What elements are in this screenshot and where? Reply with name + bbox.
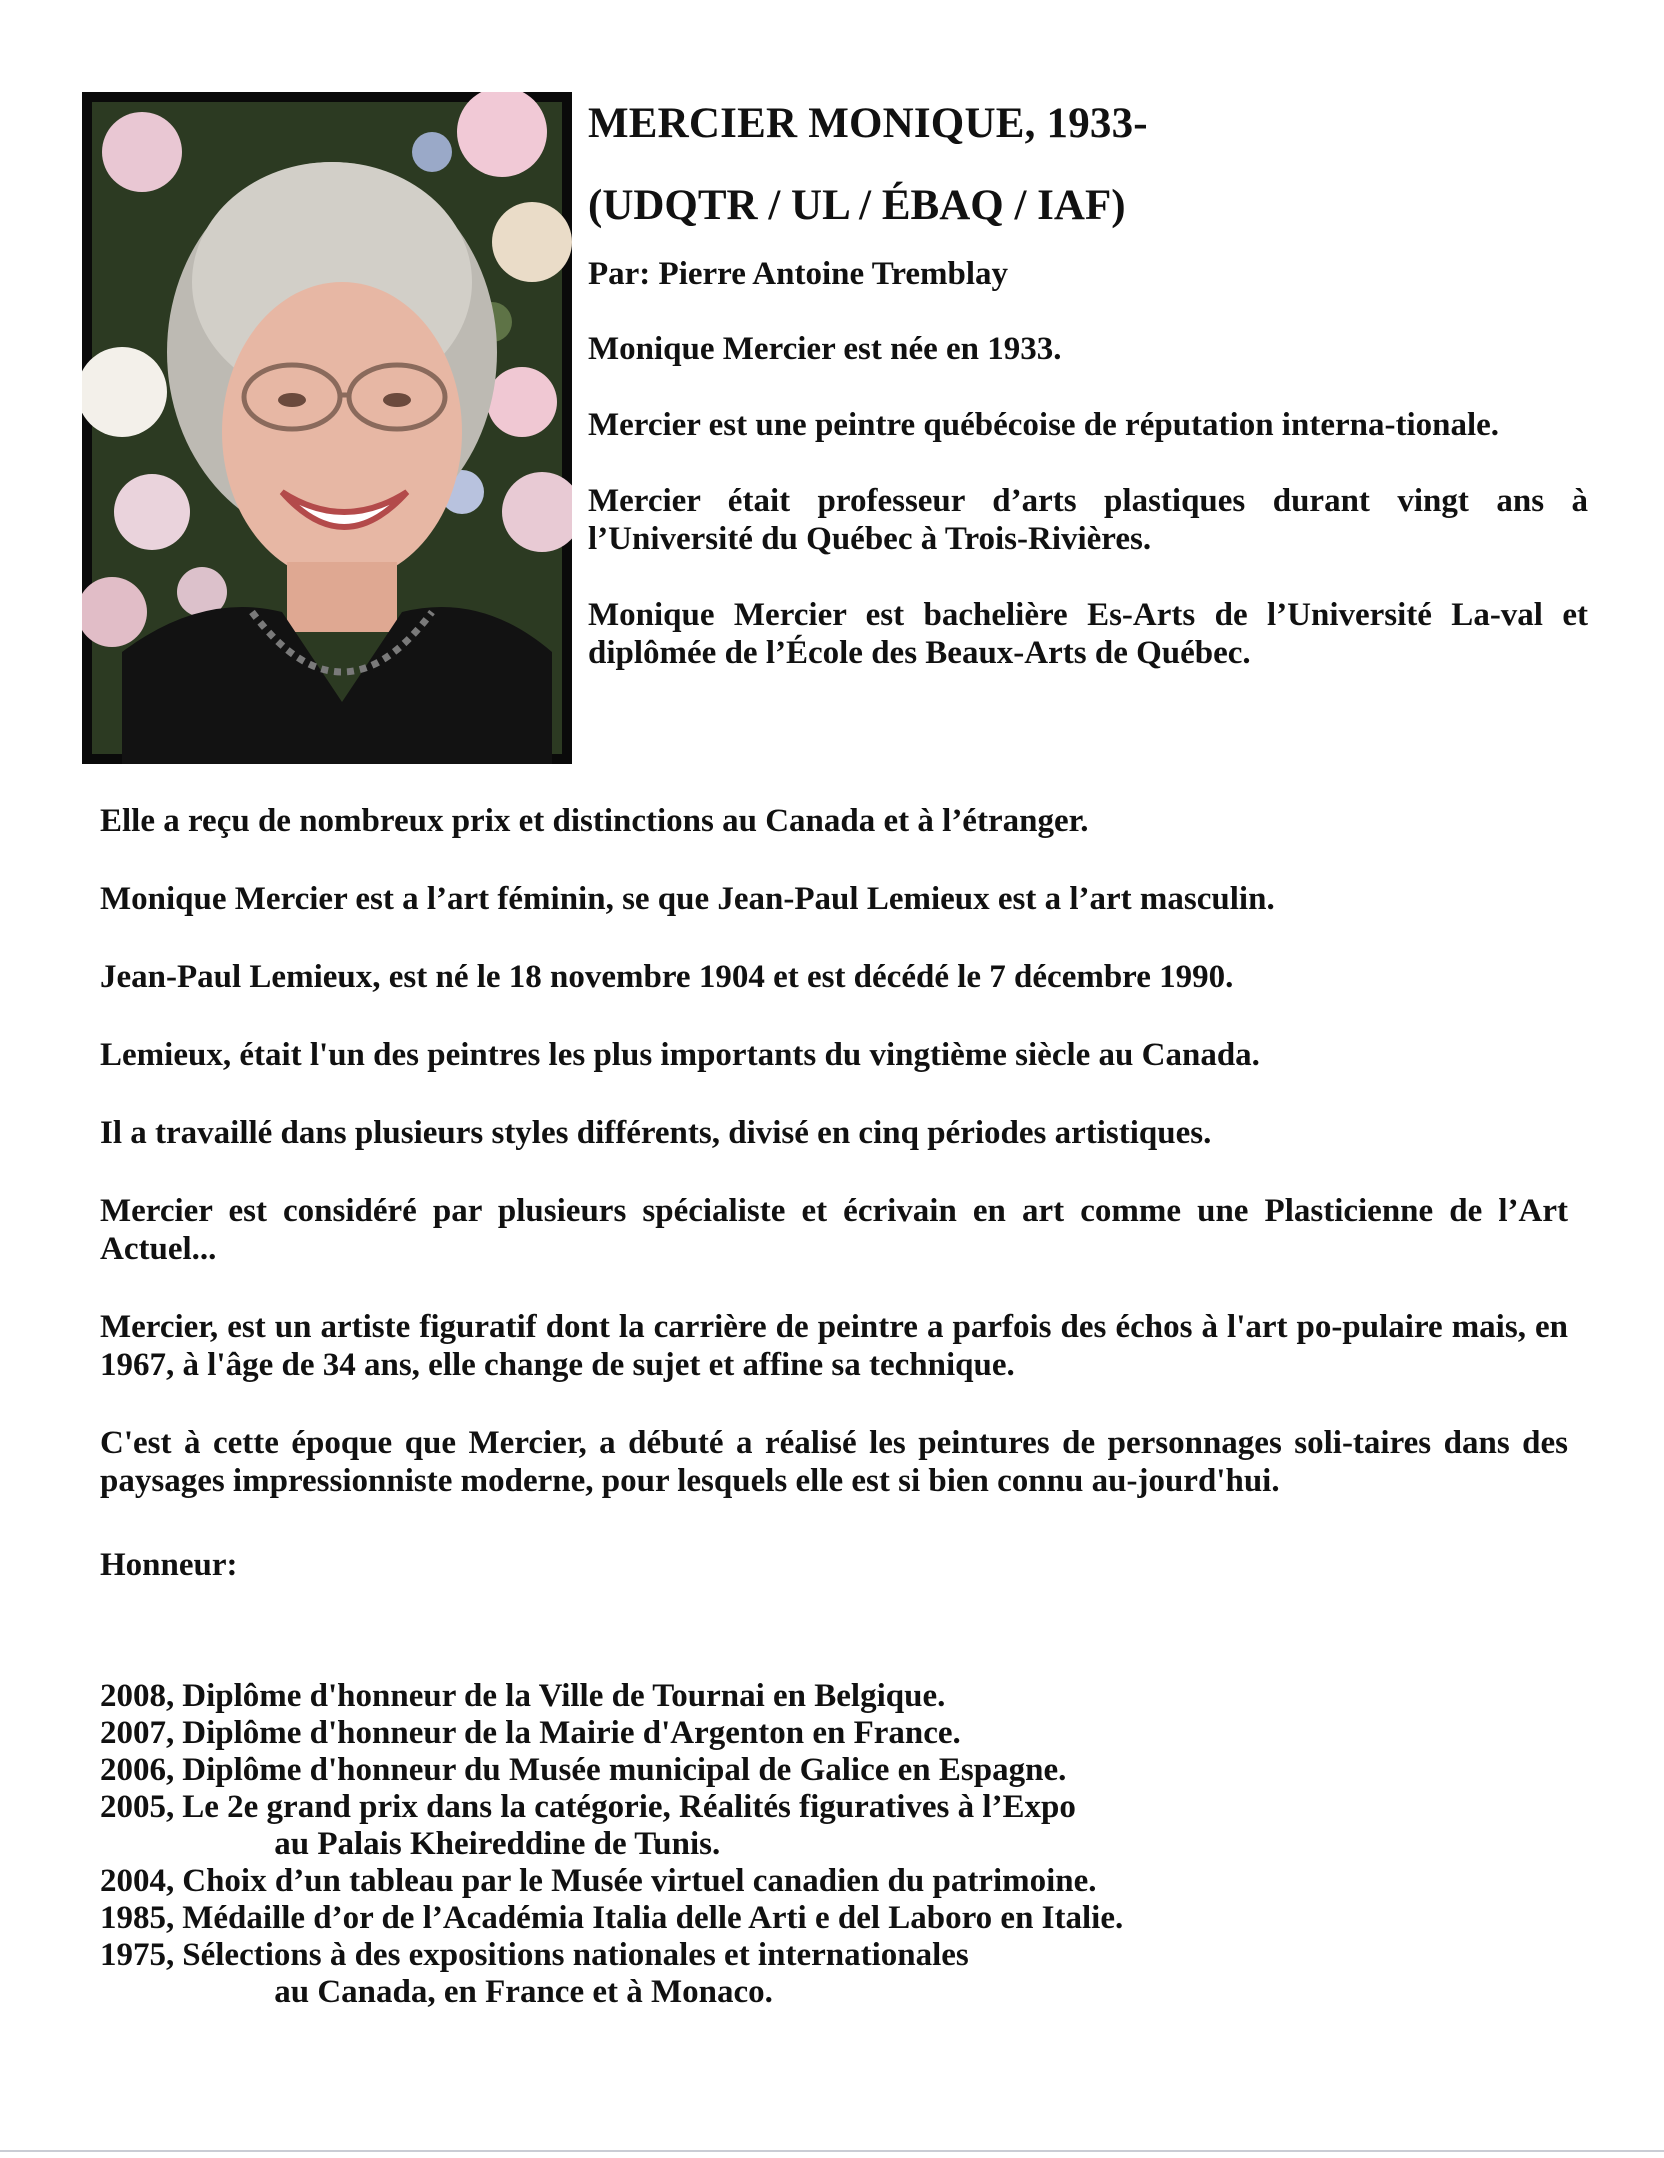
honor-item <box>100 1863 1500 1900</box>
honor-year: 2004, <box>100 1863 175 1899</box>
portrait-photo <box>82 92 572 764</box>
honor-item <box>100 1900 1500 1937</box>
body-paragraph: Il a travaillé dans plusieurs styles différents, divisé en cinq périodes artistiques. <box>100 1115 1212 1151</box>
side-paragraph: Monique Mercier est née en 1933. <box>588 331 1062 367</box>
body-paragraph: Monique Mercier est a l’art féminin, se que Jean-Paul Lemieux est a l’art masculin. <box>100 881 1275 917</box>
honor-text <box>174 1900 1123 1937</box>
honor-text-continuation: au Canada, en France et à Monaco. <box>274 1974 773 2010</box>
author-line: Par: Pierre Antoine Tremblay <box>588 256 1009 292</box>
institutions-subtitle: (UDQTR / UL / ÉBAQ / IAF) <box>588 182 1126 229</box>
honor-text-line: Choix d’un tableau par le Musée virtuel canadien du patrimoine. <box>182 1863 1097 1899</box>
honor-text <box>174 1789 1076 1863</box>
honor-text-line: Le 2e grand prix dans la catégorie, Réalités figuratives à l’Expo <box>182 1789 1076 1825</box>
honor-year: 1985, <box>100 1900 175 1936</box>
side-paragraph: Mercier est une peintre québécoise de réputation interna-tionale. <box>588 407 1500 443</box>
body-paragraph: Elle a reçu de nombreux prix et distinctions au Canada et à l’étranger. <box>100 803 1089 839</box>
honor-item <box>100 1678 1500 1715</box>
body-paragraph: Mercier, est un artiste figuratif dont la carrière de peintre a parfois des échos à l'art po-pulaire mais, en 1967, à l'âge de 34 ans, elle change de sujet et affine sa technique. <box>100 1309 1568 1383</box>
honor-item <box>100 1715 1500 1752</box>
honor-year: 2005, <box>100 1789 175 1825</box>
side-paragraph: Mercier était professeur d’arts plastiques durant vingt ans à l’Université du Québec à Trois-Rivières. <box>588 483 1588 557</box>
body-paragraph: Lemieux, était l'un des peintres les plus importants du vingtième siècle au Canada. <box>100 1037 1260 1073</box>
page-title: MERCIER MONIQUE, 1933- <box>588 100 1148 147</box>
body-paragraph: Jean-Paul Lemieux, est né le 18 novembre 1904 et est décédé le 7 décembre 1990. <box>100 959 1234 995</box>
body-paragraph: Mercier est considéré par plusieurs spécialiste et écrivain en art comme une Plasticienne de l’Art Actuel... <box>100 1193 1568 1267</box>
honor-year: 2006, <box>100 1752 175 1788</box>
honor-text-line: Sélections à des expositions nationales et internationales <box>182 1937 969 1973</box>
honor-year: 1975, <box>100 1937 175 1973</box>
honor-year: 2007, <box>100 1715 175 1751</box>
honor-item <box>100 1937 1500 2011</box>
honor-text-line: Diplôme d'honneur de la Mairie d'Argenton en France. <box>182 1715 961 1751</box>
honors-heading: Honneur: <box>100 1547 238 1583</box>
honors-list <box>100 1678 1500 2011</box>
body-paragraph: C'est à cette époque que Mercier, a débuté a réalisé les peintures de personnages soli-taires dans des paysages impressionniste moderne, pour lesquels elle est si bien connu au-jourd'hui. <box>100 1425 1568 1499</box>
honor-text <box>174 1937 969 2011</box>
honor-text-line: Médaille d’or de l’Académia Italia delle Arti e del Laboro en Italie. <box>182 1900 1124 1936</box>
honor-text-continuation: au Palais Kheireddine de Tunis. <box>274 1826 721 1862</box>
honor-year: 2008, <box>100 1678 175 1714</box>
side-paragraph: Monique Mercier est bachelière Es-Arts de l’Université La-val et diplômée de l’École des Beaux-Arts de Québec. <box>588 597 1588 671</box>
header-column <box>588 98 1588 672</box>
honor-text-line: Diplôme d'honneur du Musée municipal de Galice en Espagne. <box>182 1752 1067 1788</box>
portrait-illustration <box>82 92 572 764</box>
honor-item <box>100 1752 1500 1789</box>
honor-text <box>174 1863 1096 1900</box>
honor-item <box>100 1789 1500 1863</box>
scan-edge-divider <box>0 2150 1664 2152</box>
honor-text-line: Diplôme d'honneur de la Ville de Tournai en Belgique. <box>182 1678 946 1714</box>
honor-text <box>174 1678 945 1715</box>
honor-text <box>174 1715 961 1752</box>
body-text <box>100 802 1568 1584</box>
honor-text <box>174 1752 1066 1789</box>
